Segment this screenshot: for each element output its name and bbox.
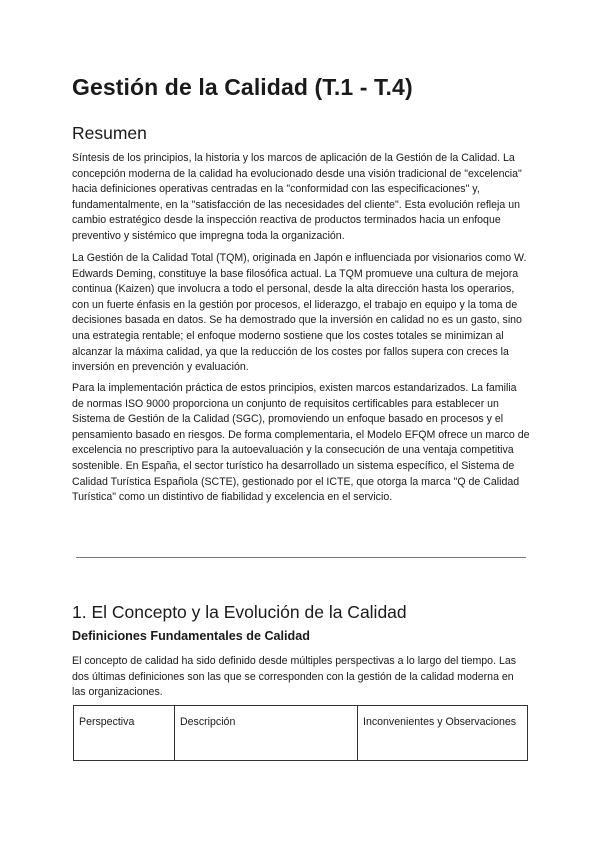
section-1-intro-paragraph: El concepto de calidad ha sido definido desde múltiples perspectivas a lo largo del tiempo. Las dos últimas definiciones son las que se corresponden con la gestión de la calidad moderna en las organizaciones.: [72, 655, 517, 699]
table-header-row: [74, 706, 528, 761]
section-1-heading: 1. El Concepto y la Evolución de la Calidad: [72, 602, 407, 622]
summary-paragraph-1: Síntesis de los principios, la historia y los marcos de aplicación de la Gestión de la Calidad. La concepción moderna de la calidad ha evolucionado desde una visión tradicional de "excelencia" hacia definiciones operativas centradas en la "conformidad con las especificaciones" y, fundamentalmente, en la "satisfacción de las necesidades del cliente". Esta evolución refleja un cambio estratégico desde la inspección reactiva de productos terminados hacia un enfoque preventivo y sistémico que impregna toda la organización.: [72, 152, 522, 242]
summary-heading: Resumen: [72, 123, 147, 143]
table-header-descripcion: Descripción: [175, 706, 358, 761]
table-header-perspectiva: Perspectiva: [74, 706, 175, 761]
definitions-subheading: Definiciones Fundamentales de Calidad: [72, 629, 310, 643]
summary-paragraph-2: La Gestión de la Calidad Total (TQM), originada en Japón e influenciada por visionarios como W. Edwards Deming, constituye la base filosófica actual. La TQM promueve una cultura de mejora continua (Kaizen) que involucra a todo el personal, desde la alta dirección hasta los operarios, con un fuerte énfasis en la gestión por procesos, el liderazgo, el trabajo en equipo y la toma de decisiones basada en datos. Se ha demostrado que la inversión en calidad no es un gasto, sino una estrategia rentable; el enfoque moderno sostiene que los costes totales se minimizan al alcanzar la máxima calidad, ya que la reducción de los costes por fallos supera con creces la inversión en prevención y evaluación.: [72, 252, 527, 374]
document-title: Gestión de la Calidad (T.1 - T.4): [72, 74, 413, 100]
summary-paragraph-3: Para la implementación práctica de estos principios, existen marcos estandarizados. La familia de normas ISO 9000 proporciona un conjunto de requisitos certificables para establecer un Sistema de Gestión de la Calidad (SGC), promoviendo un enfoque basado en procesos y el pensamiento basado en riesgos. De forma complementaria, el Modelo EFQM ofrece un marco de excelencia no prescriptivo para la autoevaluación y la consecución de una ventaja competitiva sostenible. En España, el sector turístico ha desarrollado un sistema específico, el Sistema de Calidad Turística Española (SCTE), gestionado por el ICTE, que otorga la marca "Q de Calidad Turística" como un distintivo de fiabilidad y excelencia en el servicio.: [72, 382, 530, 504]
table-header-inconvenientes: Inconvenientes y Observaciones: [358, 706, 528, 761]
section-divider: [76, 557, 526, 558]
definitions-table: [73, 705, 528, 761]
